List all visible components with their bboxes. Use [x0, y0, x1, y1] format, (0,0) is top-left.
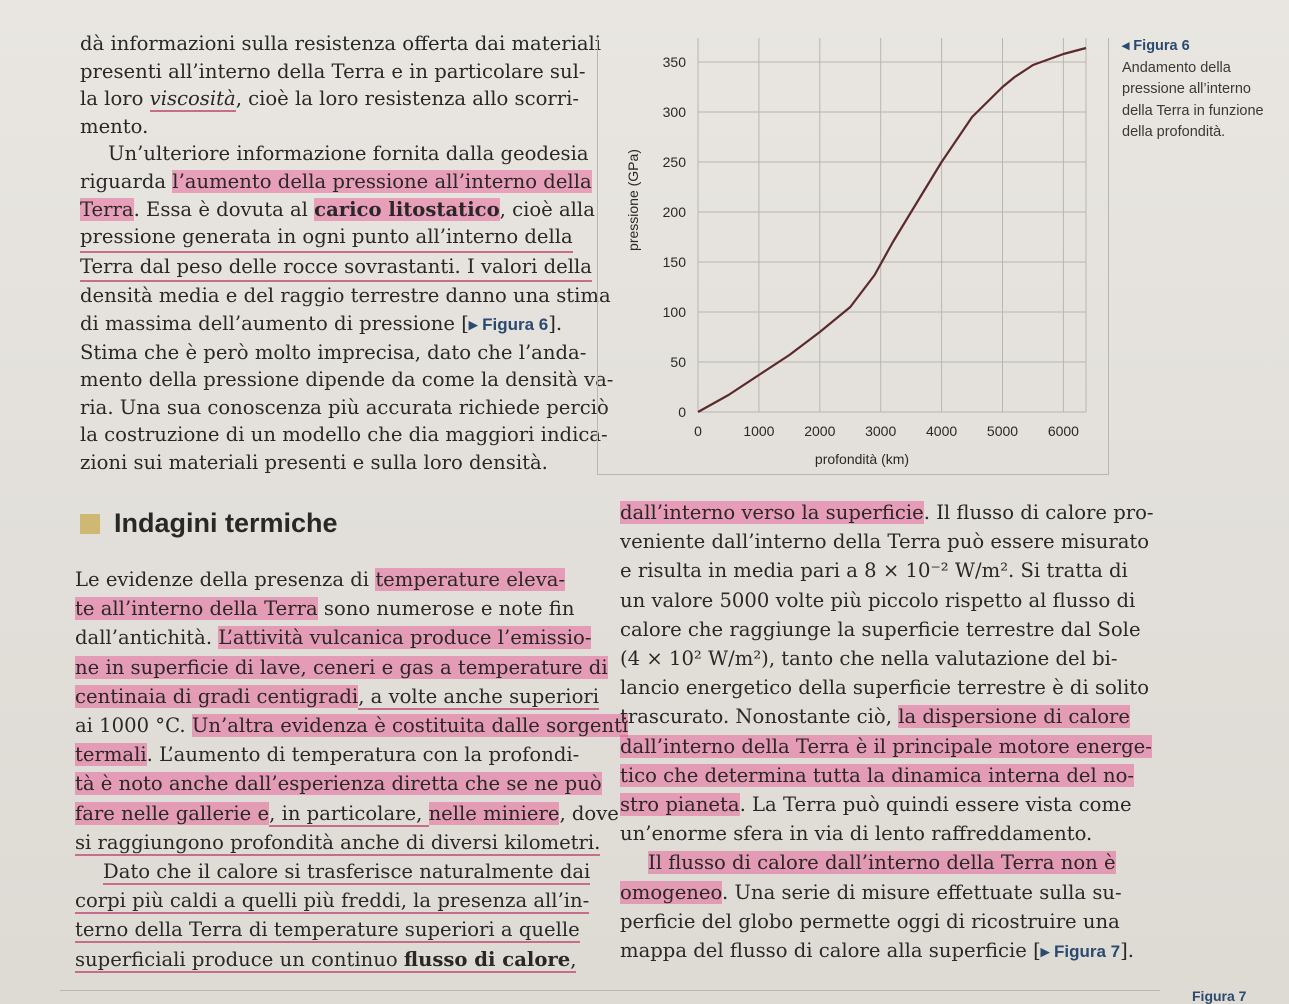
text-line: [620, 878, 1120, 907]
text-line: [75, 623, 592, 652]
text-segment: ,: [570, 947, 577, 971]
section-square-icon: [80, 514, 100, 534]
text-segment: nelle miniere: [428, 801, 560, 825]
x-tick-label: 1000: [743, 423, 775, 439]
caption-line: Andamento della: [1122, 59, 1231, 76]
text-line: zioni sui materiali presenti e sulla loro densità.: [80, 450, 548, 474]
caption-line: pressione all’interno: [1122, 81, 1251, 97]
figure-6-caption: [1122, 36, 1289, 144]
x-tick-label: 2000: [804, 423, 836, 439]
text-line: Terra. Essa è dovuta al carico litostatico, cioè alla: [80, 197, 595, 221]
x-tick-label: 0: [694, 423, 702, 439]
series-line-pressione: [698, 48, 1086, 412]
text-segment: mappa del flusso di calore alla superficie [: [620, 939, 1041, 963]
text-segment: trascurato. Nonostante ciò,: [620, 705, 899, 729]
text-segment: centinaia di gradi centigradi: [75, 684, 359, 708]
text-segment: ai 1000 °C.: [75, 714, 192, 738]
left-column-bottom: [75, 565, 629, 974]
right-column-bottom: [620, 498, 1154, 966]
text-line: [620, 848, 1120, 877]
y-tick-label: 350: [662, 54, 686, 70]
text-segment: Un’altra evidenza è costituita dalle sorgenti: [191, 714, 629, 738]
text-segment: fare nelle gallerie e: [75, 801, 270, 825]
text-line: [75, 653, 608, 682]
term-flusso-di-calore: flusso di calore: [403, 947, 571, 971]
text-segment: L’attività vulcanica produce l’emissio-: [218, 626, 592, 650]
text-line: mento.: [80, 114, 149, 138]
text-segment: corpi più caldi a quelli più freddi, la presenza all’in-: [75, 889, 590, 913]
text-line: [75, 740, 587, 769]
y-tick-label: 150: [662, 254, 686, 270]
text-line: [620, 527, 1150, 556]
paragraph-heat-flow: [75, 857, 591, 974]
text-segment: , a volte anche superiori: [358, 684, 599, 708]
text-line: dà informazioni sulla resistenza offerta dai materiali: [80, 32, 602, 55]
y-tick-label: 300: [662, 104, 686, 120]
text-segment: . L’aumento di temperatura con la profondi-: [146, 743, 580, 767]
text-segment: , dove: [559, 801, 619, 825]
figure-6-title: ◂ Figura 6: [1122, 38, 1190, 54]
text-line: riguarda l’aumento della pressione all’interno della: [80, 169, 592, 193]
text-line: [75, 565, 587, 594]
text-segment: (4 × 10² W/m²), tanto che nella valutazione del bi-: [620, 647, 1118, 671]
text-segment: . Il flusso di calore pro-: [923, 501, 1154, 524]
text-segment: Il flusso di calore dall’interno della Terra non è: [648, 851, 1116, 875]
text-line: Un’ulteriore informazione fornita dalla geodesia: [108, 142, 589, 166]
pressure-depth-chart: [598, 38, 1108, 474]
text-line: [620, 673, 1150, 702]
figure-7-label: Figura 7: [1192, 988, 1247, 1004]
text-segment: un valore 5000 volte più piccolo rispetto al flusso di: [620, 588, 1136, 612]
left-column-top: [80, 30, 614, 477]
x-tick-label: 6000: [1047, 423, 1079, 439]
text-segment: . La Terra può quindi essere vista come: [739, 793, 1132, 817]
text-line: ria. Una sua conoscenza più accurata richiede perciò: [80, 395, 609, 419]
text-segment: Dato che il calore si trasferisce naturalmente dai: [103, 860, 591, 884]
text-segment: tico che determina tutta la dinamica interna del no-: [620, 763, 1134, 787]
y-tick-label: 200: [662, 204, 686, 220]
figure-6-chart: [597, 38, 1109, 475]
text-line: Stima che è però molto imprecisa, dato che l’anda-: [80, 340, 587, 364]
text-line: [620, 702, 1131, 731]
text-segment: . Una serie di misure effettuate sulla su-: [721, 880, 1122, 904]
text-segment: calore che raggiunge la superficie terrestre dal Sole: [620, 617, 1141, 641]
paragraph-evidence: [75, 565, 629, 857]
x-tick-label: 5000: [986, 423, 1019, 439]
text-segment: dall’antichità.: [75, 626, 219, 650]
y-tick-label: 100: [662, 304, 686, 320]
text-segment: dall’interno della Terra è il principale motore energe-: [620, 734, 1152, 758]
text-segment: tà è noto anche dall’esperienza diretta che se ne può: [75, 772, 602, 796]
bottom-divider: [60, 990, 1160, 991]
x-axis-label: profondità (km): [814, 451, 910, 467]
text-line: la costruzione di un modello che dia maggiori indica-: [80, 423, 608, 447]
text-line: [75, 915, 587, 944]
text-segment: ne in superficie di lave, ceneri e gas a temperature di: [75, 655, 608, 679]
text-segment: dall’interno verso la superficie: [620, 501, 924, 524]
y-tick-label: 0: [678, 404, 686, 420]
section-title: Indagini termiche: [114, 508, 338, 538]
text-line: mento della pressione dipende da come la densità va-: [80, 368, 614, 392]
term-carico-litostatico: carico litostatico: [314, 197, 500, 221]
text-line: densità media e del raggio terrestre danno una stima: [80, 284, 611, 308]
text-line: [620, 644, 1120, 673]
text-line: [75, 594, 587, 623]
caption-line: della Terra in funzione: [1122, 102, 1264, 119]
x-tick-label: 3000: [865, 423, 897, 439]
text-segment: lancio energetico della superficie terrestre è di solito: [620, 676, 1150, 700]
paragraph-viscosity: [80, 30, 602, 140]
figure-7-link[interactable]: ▸ Figura 7: [1040, 942, 1121, 962]
text-line: di massima dell’aumento di pressione [▸ Figura 6].: [80, 311, 563, 335]
section-heading: [80, 508, 338, 539]
text-line: [620, 819, 1120, 848]
text-segment: Le evidenze della presenza di: [75, 568, 376, 591]
text-segment: omogeneo: [620, 880, 722, 904]
text-line: [75, 828, 601, 857]
y-tick-label: 250: [662, 154, 686, 170]
text-line: [620, 790, 1132, 819]
text-segment: perficie del globo permette oggi di ricostruire una: [620, 909, 1120, 933]
text-segment: superficiali produce un continuo: [75, 947, 404, 971]
text-line: Terra dal peso delle rocce sovrastanti. I valori della: [80, 253, 592, 283]
text-segment: sono numerose e note fin: [317, 597, 575, 621]
figure-6-link[interactable]: ▸ Figura 6: [468, 314, 549, 334]
text-segment: un’enorme sfera in via di lento raffreddamento.: [620, 822, 1093, 846]
text-segment: te all’interno della Terra: [75, 597, 318, 621]
text-segment: , in particolare,: [269, 801, 429, 825]
text-segment: si raggiungono profondità anche di diversi kilometri.: [75, 830, 601, 854]
caption-line: della profondità.: [1122, 124, 1226, 140]
text-line: [620, 732, 1152, 761]
text-line: [75, 857, 591, 886]
paragraph-heat-flux: [620, 498, 1154, 966]
text-segment: e risulta in media pari a 8 × 10⁻² W/m². Si tratta di: [620, 559, 1128, 583]
text-line: [620, 498, 1154, 527]
text-segment: la dispersione di calore: [898, 705, 1131, 729]
text-line: la loro viscosità, cioè la loro resistenza allo scorri-: [80, 87, 579, 111]
text-line: [75, 711, 629, 740]
text-line: [75, 886, 590, 915]
text-line: [75, 799, 619, 828]
text-line: [75, 945, 587, 974]
text-line: presenti all’interno della Terra e in particolare sul-: [80, 59, 586, 83]
text-line: [620, 761, 1134, 790]
y-axis-label: pressione (GPa): [625, 149, 641, 251]
text-line: [620, 615, 1141, 644]
x-tick-label: 4000: [926, 423, 958, 439]
text-segment: terno della Terra di temperature superiori a quelle: [75, 918, 580, 942]
text-line: [620, 586, 1136, 615]
text-line: [75, 682, 599, 711]
text-segment: veniente dall’interno della Terra può essere misurato: [620, 530, 1150, 554]
text-line: pressione generata in ogni punto all’interno della: [80, 223, 573, 253]
paragraph-pressure: [80, 140, 614, 476]
text-line: [620, 556, 1128, 585]
term-viscosita: viscosità: [149, 87, 236, 111]
text-line: [75, 769, 602, 798]
text-segment: temperature eleva-: [375, 568, 566, 591]
text-segment: ].: [1120, 939, 1135, 963]
text-line: [620, 907, 1120, 936]
text-segment: termali: [75, 743, 147, 767]
text-segment: stro pianeta: [620, 793, 740, 817]
y-tick-label: 50: [670, 354, 686, 370]
text-line: [620, 936, 1135, 966]
